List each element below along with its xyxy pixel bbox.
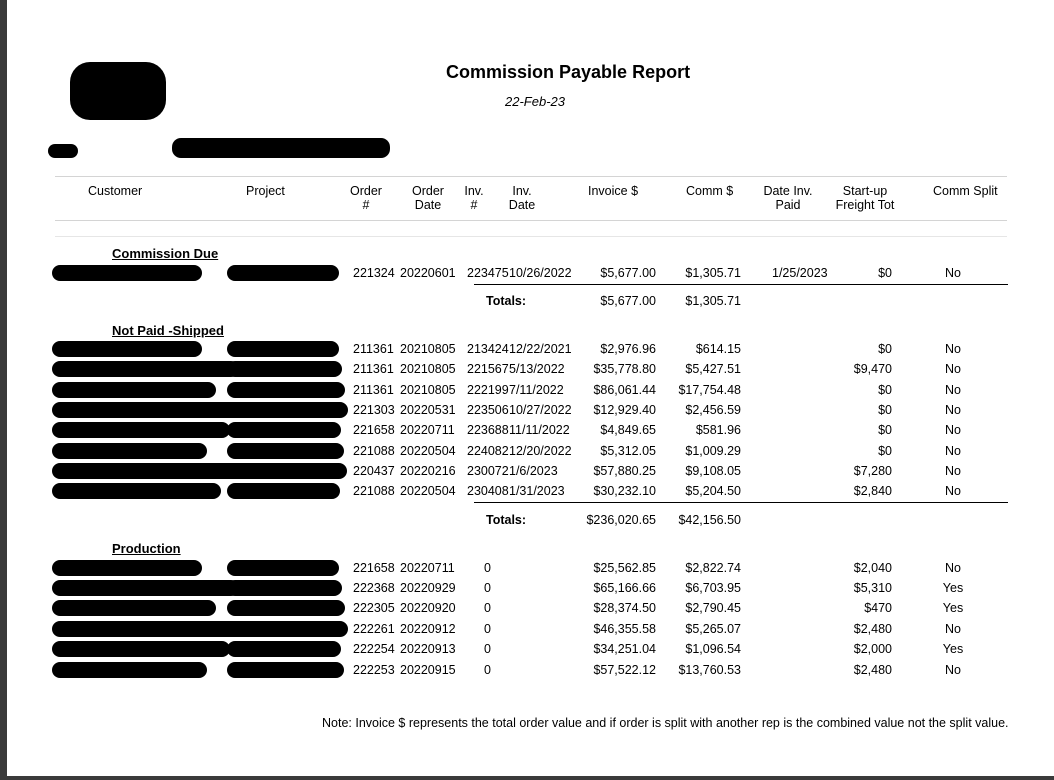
cell-freight: $0 [878,383,892,397]
cell-invoice: $25,562.85 [593,561,656,575]
cell-freight: $0 [878,342,892,356]
col-order-no: Order # [350,184,382,212]
cell-inv-date: 10/27/2022 [509,403,572,417]
cell-order-date: 20220929 [400,581,456,595]
cell-inv-date: 12/22/2021 [509,342,572,356]
cell-split: No [945,663,961,677]
cell-split: No [945,266,961,280]
cell-order-date: 20220711 [400,423,455,437]
cell-order-date: 20220601 [400,266,456,280]
cell-order-date: 20220504 [400,484,456,498]
cell-order: 222253 [353,663,395,677]
cell-comm: $5,265.07 [685,622,741,636]
cell-order: 220437 [353,464,395,478]
cell-comm: $2,790.45 [685,601,741,615]
col-comm-split: Comm Split [933,184,998,198]
cell-split: No [945,383,961,397]
redacted-project [227,382,345,398]
redacted-logo [70,62,166,120]
cell-inv: 224082 [467,444,509,458]
cell-inv: 213424 [467,342,509,356]
cell-split: No [945,484,961,498]
redacted-customer [52,600,216,616]
cell-paid: 1/25/2023 [772,266,828,280]
cell-invoice: $34,251.04 [593,642,656,656]
cell-freight: $0 [878,266,892,280]
redacted-project [227,265,339,281]
cell-order: 211361 [353,383,394,397]
cell-inv-date: 1/6/2023 [509,464,558,478]
cell-freight: $5,310 [853,581,892,595]
cell-order-date: 20220711 [400,561,455,575]
redacted-project [227,463,347,479]
redacted-project [227,621,348,637]
report-date: 22-Feb-23 [505,94,565,109]
header-top-rule [55,176,1007,177]
cell-inv: 0 [484,581,491,595]
totals-invoice: $236,020.65 [586,513,656,527]
cell-comm: $1,305.71 [685,266,741,280]
cell-comm: $581.96 [695,423,741,437]
redacted-customer [52,580,239,596]
cell-freight: $2,480 [853,663,892,677]
cell-invoice: $4,849.65 [600,423,656,437]
cell-comm: $5,204.50 [685,484,741,498]
cell-split: No [945,561,961,575]
cell-split: No [945,423,961,437]
redacted-project [227,483,340,499]
cell-inv-date: 11/11/2022 [509,423,570,437]
cell-invoice: $65,166.66 [593,581,656,595]
cell-order: 221658 [353,561,395,575]
redacted-address [48,144,78,158]
redacted-project [227,422,341,438]
cell-inv: 221567 [467,362,509,376]
cell-split: No [945,342,961,356]
cell-invoice: $5,312.05 [600,444,656,458]
totals-label: Totals: [486,513,527,527]
redacted-project [227,341,339,357]
cell-order-date: 20220531 [400,403,456,417]
cell-inv-date: 12/20/2022 [509,444,572,458]
cell-order-date: 20210805 [400,383,456,397]
cell-inv: 222199 [467,383,509,397]
cell-order: 221303 [353,403,395,417]
col-inv-date: Inv. Date [508,184,536,212]
cell-invoice: $35,778.80 [593,362,656,376]
cell-comm: $2,822.74 [685,561,741,575]
cell-comm: $13,760.53 [678,663,741,677]
redacted-project [227,580,342,596]
col-date-paid: Date Inv. Paid [763,184,813,212]
cell-invoice: $2,976.96 [600,342,656,356]
cell-inv-date: 7/11/2022 [509,383,564,397]
cell-freight: $2,840 [853,484,892,498]
cell-comm: $614.15 [695,342,741,356]
totals-comm: $42,156.50 [678,513,741,527]
header-bottom-rule-2 [55,236,1007,237]
cell-freight: $2,040 [853,561,892,575]
cell-comm: $2,456.59 [685,403,741,417]
redacted-customer [52,662,207,678]
cell-order: 221324 [353,266,395,280]
cell-order-date: 20220913 [400,642,456,656]
redacted-project [227,641,341,657]
viewer-bottom-edge [0,776,1054,780]
redacted-customer [52,382,216,398]
totals-invoice: $5,677.00 [600,294,656,308]
cell-split: Yes [942,642,964,656]
cell-order-date: 20210805 [400,342,456,356]
redacted-customer [52,265,202,281]
redacted-customer [52,341,202,357]
col-freight: Start-up Freight Tot [835,184,895,212]
cell-freight: $9,470 [853,362,892,376]
cell-comm: $6,703.95 [685,581,741,595]
col-invoice: Invoice $ [588,184,639,198]
section-title-production: Production [112,541,181,556]
cell-split: No [945,362,961,376]
cell-inv: 223506 [467,403,509,417]
redacted-customer [52,641,230,657]
cell-order: 222261 [353,622,395,636]
cell-freight: $0 [878,444,892,458]
section-title-commission-due: Commission Due [112,246,219,261]
cell-inv: 0 [484,601,491,615]
cell-order: 222368 [353,581,395,595]
cell-inv: 0 [484,622,491,636]
cell-inv: 0 [484,663,491,677]
footnote: Note: Invoice $ represents the total order value and if order is split with another rep is the combined value not the split value. [322,716,1009,730]
cell-inv-date: 5/13/2022 [509,362,565,376]
cell-split: No [945,464,961,478]
redacted-customer [52,422,230,438]
redacted-customer [52,463,244,479]
cell-order-date: 20220912 [400,622,456,636]
cell-split: No [945,403,961,417]
cell-invoice: $28,374.50 [593,601,656,615]
cell-split: No [945,622,961,636]
col-comm: Comm $ [686,184,734,198]
cell-freight: $0 [878,403,892,417]
report-title: Commission Payable Report [446,62,691,82]
cell-split: No [945,444,961,458]
col-customer: Customer [88,184,143,198]
cell-inv-date: 10/26/2022 [509,266,572,280]
cell-invoice: $12,929.40 [593,403,656,417]
redacted-project [227,402,348,418]
redacted-customer [52,443,207,459]
redacted-project [227,361,342,377]
redacted-customer [52,560,202,576]
cell-inv: 230072 [467,464,509,478]
cell-inv: 230408 [467,484,509,498]
cell-order-date: 20220920 [400,601,456,615]
col-order-date: Order Date [412,184,444,212]
cell-comm: $1,096.54 [685,642,741,656]
cell-order-date: 20220504 [400,444,456,458]
totals-label: Totals: [486,294,527,308]
cell-inv: 0 [484,561,491,575]
cell-inv-date: 1/31/2023 [509,484,565,498]
viewer-left-edge [0,0,7,780]
redacted-customer [52,361,239,377]
cell-invoice: $30,232.10 [593,484,656,498]
cell-order-date: 20210805 [400,362,456,376]
cell-comm: $5,427.51 [685,362,741,376]
redacted-customer [52,621,253,637]
cell-comm: $17,754.48 [678,383,741,397]
redacted-project [227,662,344,678]
col-inv-no: Inv. # [464,184,484,212]
section-title-not-paid: Not Paid -Shipped [112,323,224,338]
cell-inv: 223475 [467,266,509,280]
cell-split: Yes [942,581,964,595]
cell-inv: 0 [484,642,491,656]
cell-freight: $2,480 [853,622,892,636]
cell-order: 221658 [353,423,395,437]
cell-freight: $2,000 [853,642,892,656]
cell-invoice: $57,522.12 [593,663,656,677]
cell-split: Yes [942,601,964,615]
cell-invoice: $46,355.58 [593,622,656,636]
cell-order: 222254 [353,642,395,656]
cell-order-date: 20220915 [400,663,456,677]
totals-rule-2 [474,502,1008,503]
redacted-project [227,560,339,576]
cell-order: 221088 [353,484,395,498]
cell-order: 221088 [353,444,395,458]
col-project: Project [246,184,285,198]
redacted-customer [52,483,221,499]
header-bottom-rule [55,220,1007,221]
redacted-project [227,600,345,616]
cell-invoice: $57,880.25 [593,464,656,478]
redacted-project [227,443,344,459]
cell-freight: $7,280 [853,464,892,478]
cell-freight: $470 [864,601,892,615]
cell-invoice: $5,677.00 [600,266,656,280]
cell-order: 211361 [353,342,394,356]
cell-order-date: 20220216 [400,464,456,478]
cell-freight: $0 [878,423,892,437]
cell-comm: $9,108.05 [685,464,741,478]
redacted-address [172,138,390,158]
cell-order: 222305 [353,601,395,615]
cell-invoice: $86,061.44 [593,383,656,397]
totals-comm: $1,305.71 [685,294,741,308]
totals-rule-1 [474,284,1008,285]
cell-comm: $1,009.29 [685,444,741,458]
cell-inv: 223688 [467,423,509,437]
redacted-customer [52,402,253,418]
cell-order: 211361 [353,362,394,376]
